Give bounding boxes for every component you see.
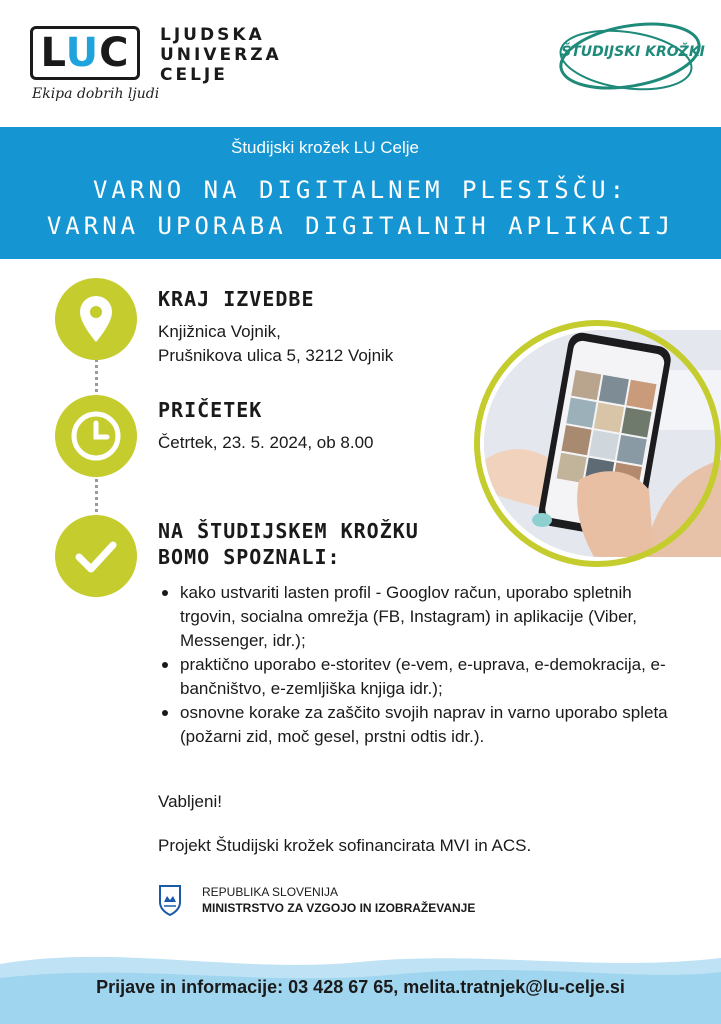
welcome-text: Vabljeni! xyxy=(158,792,222,811)
ministry-name: REPUBLIKA SLOVENIJA MINISTRSTVO ZA VZGOJO IN IZOBRAŽEVANJE xyxy=(202,885,476,915)
photo-ring xyxy=(474,320,721,567)
luc-institution-name: LJUDSKA UNIVERZA CELJE xyxy=(160,25,282,85)
list-item: praktično uporabo e-storitev (e-vem, e-uprava, e-demokracija, e-bančništvo, e-zemljiška knjiga idr.); xyxy=(158,653,678,701)
learn-heading: NA ŠTUDIJSKEM KROŽKU BOMO SPOZNALI: xyxy=(158,519,419,569)
location-pin-icon xyxy=(55,278,137,360)
banner-title-line1: VARNO NA DIGITALNEM PLESIŠČU: xyxy=(92,176,629,204)
learn-circle xyxy=(55,515,137,597)
start-datetime: Četrtek, 23. 5. 2024, ob 8.00 xyxy=(158,433,374,452)
checkmark-icon xyxy=(55,515,137,597)
location-address: Knjižnica Vojnik, Prušnikova ulica 5, 3212 Vojnik xyxy=(158,322,394,365)
banner-title xyxy=(0,172,721,244)
clock-icon xyxy=(55,395,137,477)
location-heading: KRAJ IZVEDBE xyxy=(158,287,315,311)
funding-text: Projekt Študijski krožek sofinancirata MVI in ACS. xyxy=(158,836,532,855)
slovenia-coat-of-arms-icon xyxy=(158,884,182,916)
start-heading: PRIČETEK xyxy=(158,398,263,422)
luc-logo-letters: LUC xyxy=(40,30,130,76)
contact-info: Prijave in informacije: 03 428 67 65, melita.tratnjek@lu-celje.si xyxy=(96,977,625,997)
luc-logo xyxy=(30,26,140,80)
studijski-krozki-logo-text: ŠTUDIJSKI KROŽKI xyxy=(561,44,705,60)
learn-list xyxy=(158,581,678,749)
start-circle xyxy=(55,395,137,477)
list-item: osnovne korake za zaščito svojih naprav in varno uporabo spleta (požarni zid, moč gesel, prstni odtis idr.). xyxy=(158,701,678,749)
location-circle xyxy=(55,278,137,360)
luc-tagline: Ekipa dobrih ljudi xyxy=(32,86,160,102)
list-item: kako ustvariti lasten profil - Googlov račun, uporabo spletnih trgovin, socialna omrežja (FB, Instagram) in aplikacije (Viber, Messenger, idr.); xyxy=(158,581,678,653)
banner-subtitle: Študijski krožek LU Celje xyxy=(230,138,419,157)
banner-title-line2: VARNA UPORABA DIGITALNIH APLIKACIJ xyxy=(46,212,675,240)
